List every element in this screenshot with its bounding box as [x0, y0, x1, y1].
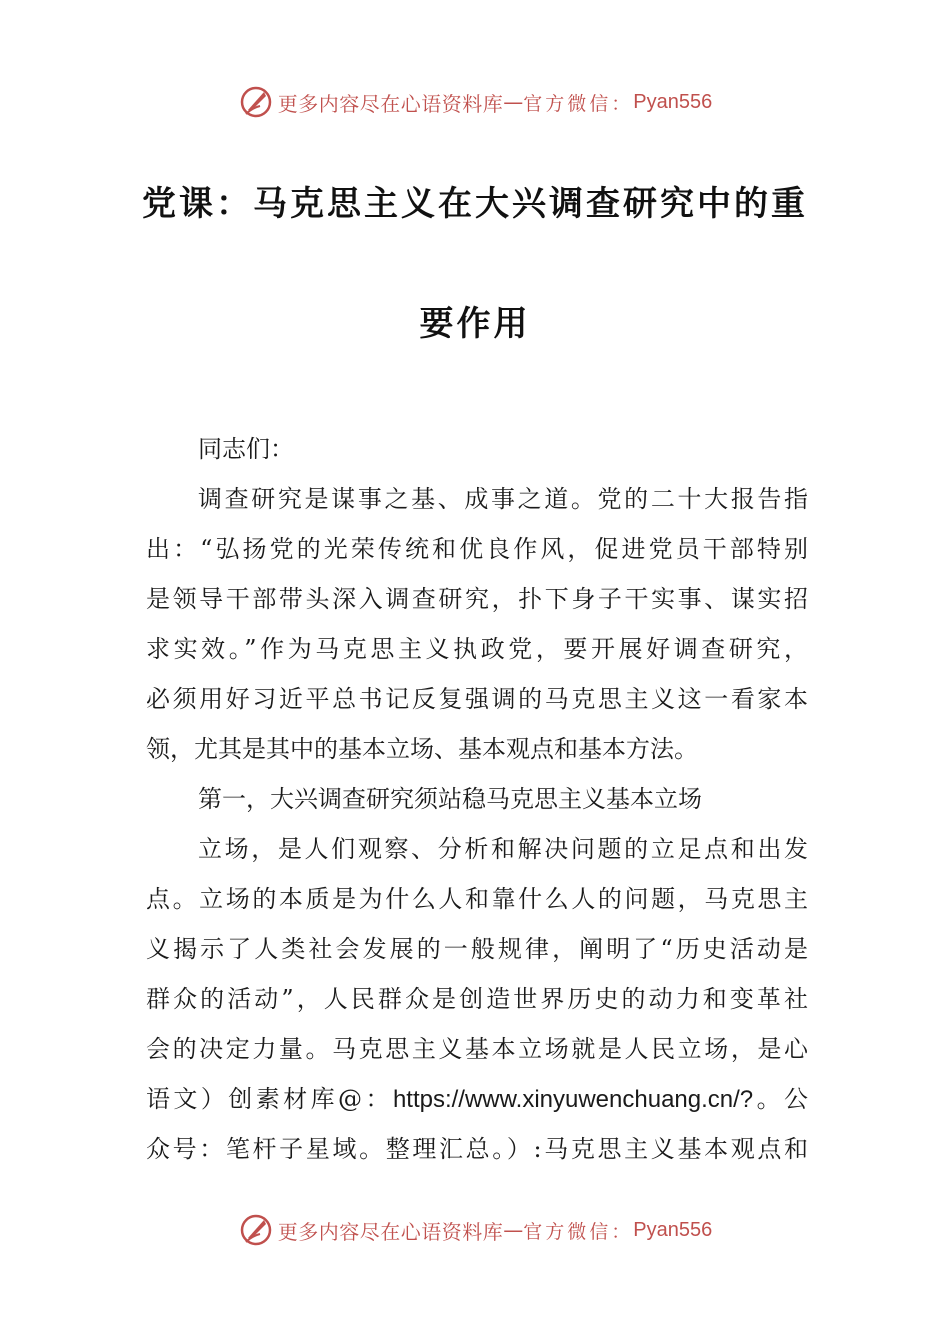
- body-line: 求实效。”作为马克思主义执政党，要开展好调查研究，: [146, 635, 808, 663]
- body-line-suffix: 。公: [753, 1085, 809, 1113]
- body-line: 必须用好习近平总书记反复强调的马克思主义这一看家本: [146, 685, 808, 713]
- banner-separator: —: [503, 1218, 524, 1242]
- body-line: 会的决定力量。马克思主义基本立场就是人民立场，是心: [146, 1035, 808, 1063]
- body-line: 是领导干部带头深入调查研究，扑下身子干实事、谋实招: [146, 585, 808, 613]
- quill-logo-icon: [238, 1212, 274, 1248]
- body-line: 点。立场的本质是为什么人和靠什么人的问题，马克思主: [146, 885, 808, 913]
- banner-wechat-id: Pyan556: [633, 90, 713, 113]
- document-title-line-2: 要作用: [419, 304, 531, 344]
- body-line-with-url: [146, 1074, 808, 1124]
- body-line: 群众的活动”，人民群众是创造世界历史的动力和变革社: [146, 985, 808, 1013]
- body-line: 同志们：: [198, 435, 294, 463]
- banner-text: 更多内容尽在心语资料库: [277, 91, 504, 116]
- body-line: 出：“弘扬党的光荣传统和优良作风，促进党员干部特别: [146, 535, 808, 563]
- banner-separator: —: [503, 90, 524, 114]
- body-line-prefix: 语文）创素材库@：: [146, 1085, 393, 1113]
- quill-logo-icon: [238, 84, 274, 120]
- document-title-line-1: 党课：马克思主义在大兴调查研究中的重: [142, 184, 808, 224]
- header-banner: [0, 82, 950, 122]
- body-line: 义揭示了人类社会发展的一般规律，阐明了“历史活动是: [146, 935, 808, 963]
- document-body: [146, 424, 808, 1174]
- section-heading: 第一，大兴调查研究须站稳马克思主义基本立场: [198, 785, 702, 813]
- body-line: 众号：笔杆子星域。整理汇总。）:马克思主义基本观点和: [146, 1135, 808, 1163]
- body-line: 立场，是人们观察、分析和解决问题的立足点和出发: [198, 835, 808, 863]
- banner-wechat-id: Pyan556: [633, 1218, 713, 1241]
- body-line: 调查研究是谋事之基、成事之道。党的二十大报告指: [198, 485, 808, 513]
- body-line: 领，尤其是其中的基本立场、基本观点和基本方法。: [146, 735, 698, 763]
- banner-text: 更多内容尽在心语资料库: [277, 1219, 504, 1244]
- banner-wechat-label: 官方微信：: [523, 92, 634, 115]
- banner-wechat-label: 官方微信：: [523, 1220, 634, 1243]
- footer-banner: [0, 1210, 950, 1250]
- source-url-link[interactable]: https://www.xinyuwenchuang.cn/?: [392, 1086, 754, 1113]
